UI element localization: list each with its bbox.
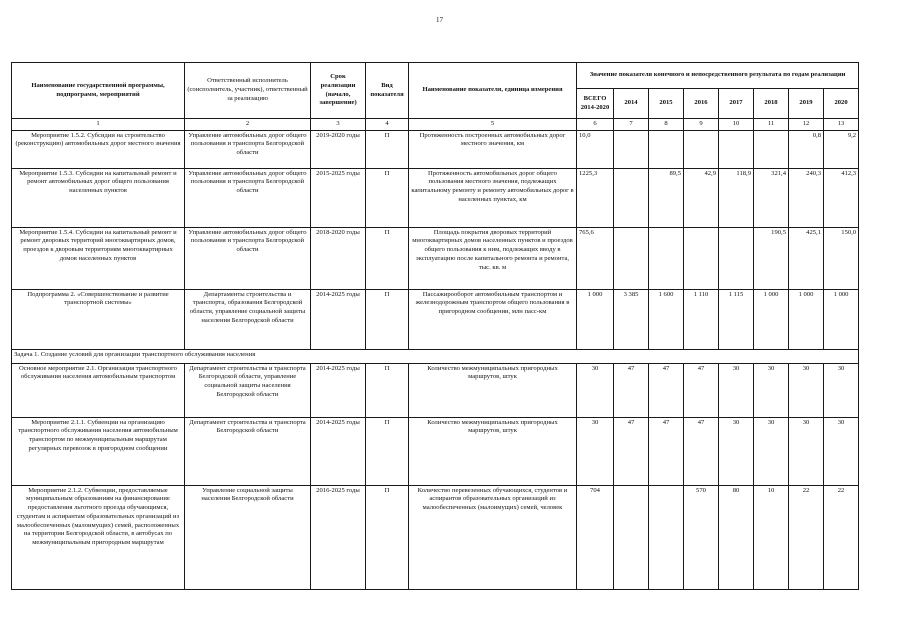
indicator-type: П xyxy=(366,363,409,417)
indicator-name: Протяженность построенных автомобильных дорог местного значения, км xyxy=(409,130,577,168)
header-executor: Ответственный исполнитель (соисполнитель, участник), ответственный за реализацию xyxy=(185,63,311,119)
value-cell: 30 xyxy=(754,417,789,485)
value-cell: 47 xyxy=(649,417,684,485)
value-cell: 47 xyxy=(684,417,719,485)
column-number: 3 xyxy=(311,119,366,131)
indicator-type: П xyxy=(366,168,409,227)
header-year: 2020 xyxy=(824,89,859,119)
header-year: 2015 xyxy=(649,89,684,119)
indicator-name: Количество перевезенных обучающихся, студентов и аспирантов образовательных организаций из малообеспеченных (малоимущих) семей, человек xyxy=(409,485,577,589)
value-cell: 10 xyxy=(754,485,789,589)
column-number: 5 xyxy=(409,119,577,131)
table-row xyxy=(12,168,859,227)
value-cell: 1 115 xyxy=(719,289,754,349)
value-cell: 1 000 xyxy=(789,289,824,349)
subprogram-row xyxy=(12,289,859,349)
indicator-type: П xyxy=(366,130,409,168)
column-number: 7 xyxy=(614,119,649,131)
value-cell: 30 xyxy=(789,417,824,485)
column-number: 1 xyxy=(12,119,185,131)
term: 2014-2025 годы xyxy=(311,289,366,349)
column-number: 8 xyxy=(649,119,684,131)
value-cell xyxy=(649,130,684,168)
value-cell: 42,9 xyxy=(684,168,719,227)
column-numbers-row xyxy=(12,119,859,131)
indicator-type: П xyxy=(366,417,409,485)
executor: Управление автомобильных дорог общего пользования и транспорта Белгородской области xyxy=(185,168,311,227)
value-cell: 30 xyxy=(754,363,789,417)
column-number: 4 xyxy=(366,119,409,131)
column-number: 11 xyxy=(754,119,789,131)
value-cell xyxy=(649,485,684,589)
table-row xyxy=(12,417,859,485)
value-cell: 47 xyxy=(684,363,719,417)
term: 2015-2025 годы xyxy=(311,168,366,227)
indicator-name: Пассажирооборот автомобильным транспортом и железнодорожным транспортом общего пользования в пригородном сообщении, млн пасс-км xyxy=(409,289,577,349)
activity-name: Основное мероприятие 2.1. Организация транспортного обслуживания населения автомобильным транспортом xyxy=(12,363,185,417)
executor: Департаменты строительства и транспорта, образования Белгородской области, управление социальной защиты населения Белгородской области xyxy=(185,289,311,349)
term: 2014-2025 годы xyxy=(311,363,366,417)
value-cell: 570 xyxy=(684,485,719,589)
task-title: Задача 1. Создание условий для организации транспортного обслуживания населения xyxy=(12,349,859,363)
indicators-table xyxy=(11,62,859,590)
header-type: Вид показателя xyxy=(366,63,409,119)
value-cell xyxy=(754,130,789,168)
indicator-name: Количество межмуниципальных пригородных маршрутов, штук xyxy=(409,417,577,485)
value-cell xyxy=(614,130,649,168)
activity-name: Мероприятие 1.5.3. Субсидии на капитальный ремонт и ремонт автомобильных дорог общего пользования населенных пунктов xyxy=(12,168,185,227)
column-number: 6 xyxy=(577,119,614,131)
value-cell xyxy=(614,168,649,227)
executor: Управление автомобильных дорог общего пользования и транспорта Белгородской области xyxy=(185,130,311,168)
value-cell: 89,5 xyxy=(649,168,684,227)
term: 2018-2020 годы xyxy=(311,227,366,289)
value-total: 30 xyxy=(577,417,614,485)
indicator-name: Площадь покрытия дворовых территорий многоквартирных домов населенных пунктов и проездов общего пользования к ним, подлежащих вводу в эксплуатацию после капитального ремонта и ремонта, тыс. кв. м xyxy=(409,227,577,289)
value-total: 1225,3 xyxy=(577,168,614,227)
header-name: Наименование государственной программы, подпрограмм, мероприятий xyxy=(12,63,185,119)
value-cell: 0,8 xyxy=(789,130,824,168)
value-cell: 190,5 xyxy=(754,227,789,289)
activity-name: Мероприятие 1.5.4. Субсидии на капитальный ремонт и ремонт дворовых территорий многоквартирных домов, проездов к дворовым территориям многоквартирных домов населенных пунктов xyxy=(12,227,185,289)
value-cell: 30 xyxy=(789,363,824,417)
value-cell xyxy=(649,227,684,289)
term: 2014-2025 годы xyxy=(311,417,366,485)
table-row xyxy=(12,130,859,168)
value-cell: 150,0 xyxy=(824,227,859,289)
header-term: Срок реализации (начало, завершение) xyxy=(311,63,366,119)
indicator-name: Протяженность автомобильных дорог общего пользования местного значения, подлежащих капитальному ремонту и ремонту автомобильных дорог в населенных пунктах, км xyxy=(409,168,577,227)
indicator-name: Количество межмуниципальных пригородных маршрутов, штук xyxy=(409,363,577,417)
value-cell: 80 xyxy=(719,485,754,589)
executor: Управление автомобильных дорог общего пользования и транспорта Белгородской области xyxy=(185,227,311,289)
table-row xyxy=(12,485,859,589)
header-year: 2016 xyxy=(684,89,719,119)
term: 2019-2020 годы xyxy=(311,130,366,168)
value-cell: 1 600 xyxy=(649,289,684,349)
executor: Департамент строительства и транспорта Белгородской области, управление социальной защиты населения Белгородской области xyxy=(185,363,311,417)
value-cell: 22 xyxy=(789,485,824,589)
column-number: 9 xyxy=(684,119,719,131)
value-total: 10,0 xyxy=(577,130,614,168)
column-number: 2 xyxy=(185,119,311,131)
value-total: 1 000 xyxy=(577,289,614,349)
value-total: 30 xyxy=(577,363,614,417)
value-cell: 1 110 xyxy=(684,289,719,349)
indicator-type: П xyxy=(366,227,409,289)
header-year: 2017 xyxy=(719,89,754,119)
value-cell: 9,2 xyxy=(824,130,859,168)
header-year: 2018 xyxy=(754,89,789,119)
value-total: 765,6 xyxy=(577,227,614,289)
indicator-type: П xyxy=(366,289,409,349)
value-cell: 30 xyxy=(719,363,754,417)
value-cell xyxy=(684,130,719,168)
value-cell: 30 xyxy=(824,363,859,417)
column-number: 13 xyxy=(824,119,859,131)
value-cell xyxy=(684,227,719,289)
value-cell: 240,3 xyxy=(789,168,824,227)
value-cell xyxy=(719,130,754,168)
value-cell: 1 000 xyxy=(754,289,789,349)
value-cell xyxy=(719,227,754,289)
column-number: 12 xyxy=(789,119,824,131)
indicator-type: П xyxy=(366,485,409,589)
activity-name: Мероприятие 2.1.2. Субвенции, предоставляемые муниципальным образованиям на финансирование предоставления льготного проезда обучающимся, студентам и аспирантам образовательных организаций из малообеспеченных (малоимущих) семей, расположенных на территории Белгородской области, в автобусах по межмуниципальным пригородным маршрутам xyxy=(12,485,185,589)
value-cell: 3 385 xyxy=(614,289,649,349)
value-cell: 1 000 xyxy=(824,289,859,349)
page-number: 17 xyxy=(436,16,443,24)
header-values-group: Значение показателя конечного и непосредственного результата по годам реализации xyxy=(577,63,859,89)
header-year: 2014 xyxy=(614,89,649,119)
activity-name: Мероприятие 2.1.1. Субвенции на организацию транспортного обслуживания населения автомобильным транспортом по межмуниципальным маршрутам регулярных перевозок в пригородном сообщении xyxy=(12,417,185,485)
table-row xyxy=(12,363,859,417)
executor: Управление социальной защиты населения Белгородской области xyxy=(185,485,311,589)
executor: Департамент строительства и транспорта Белгородской области xyxy=(185,417,311,485)
column-number: 10 xyxy=(719,119,754,131)
header-total: ВСЕГО 2014-2020 xyxy=(577,89,614,119)
value-cell: 118,9 xyxy=(719,168,754,227)
value-cell: 30 xyxy=(824,417,859,485)
activity-name: Подпрограмма 2. «Совершенствование и развитие транспортной системы» xyxy=(12,289,185,349)
header-indicator: Наименование показателя, единица измерения xyxy=(409,63,577,119)
value-cell: 22 xyxy=(824,485,859,589)
task-row xyxy=(12,349,859,363)
value-cell: 412,3 xyxy=(824,168,859,227)
activity-name: Мероприятие 1.5.2. Субсидии на строительство (реконструкцию) автомобильных дорог местного значения xyxy=(12,130,185,168)
value-cell xyxy=(614,485,649,589)
value-cell: 30 xyxy=(719,417,754,485)
header-year: 2019 xyxy=(789,89,824,119)
value-cell xyxy=(614,227,649,289)
value-cell: 321,4 xyxy=(754,168,789,227)
value-cell: 47 xyxy=(614,363,649,417)
value-total: 704 xyxy=(577,485,614,589)
value-cell: 47 xyxy=(614,417,649,485)
term: 2016-2025 годы xyxy=(311,485,366,589)
value-cell: 47 xyxy=(649,363,684,417)
value-cell: 425,1 xyxy=(789,227,824,289)
table-row xyxy=(12,227,859,289)
